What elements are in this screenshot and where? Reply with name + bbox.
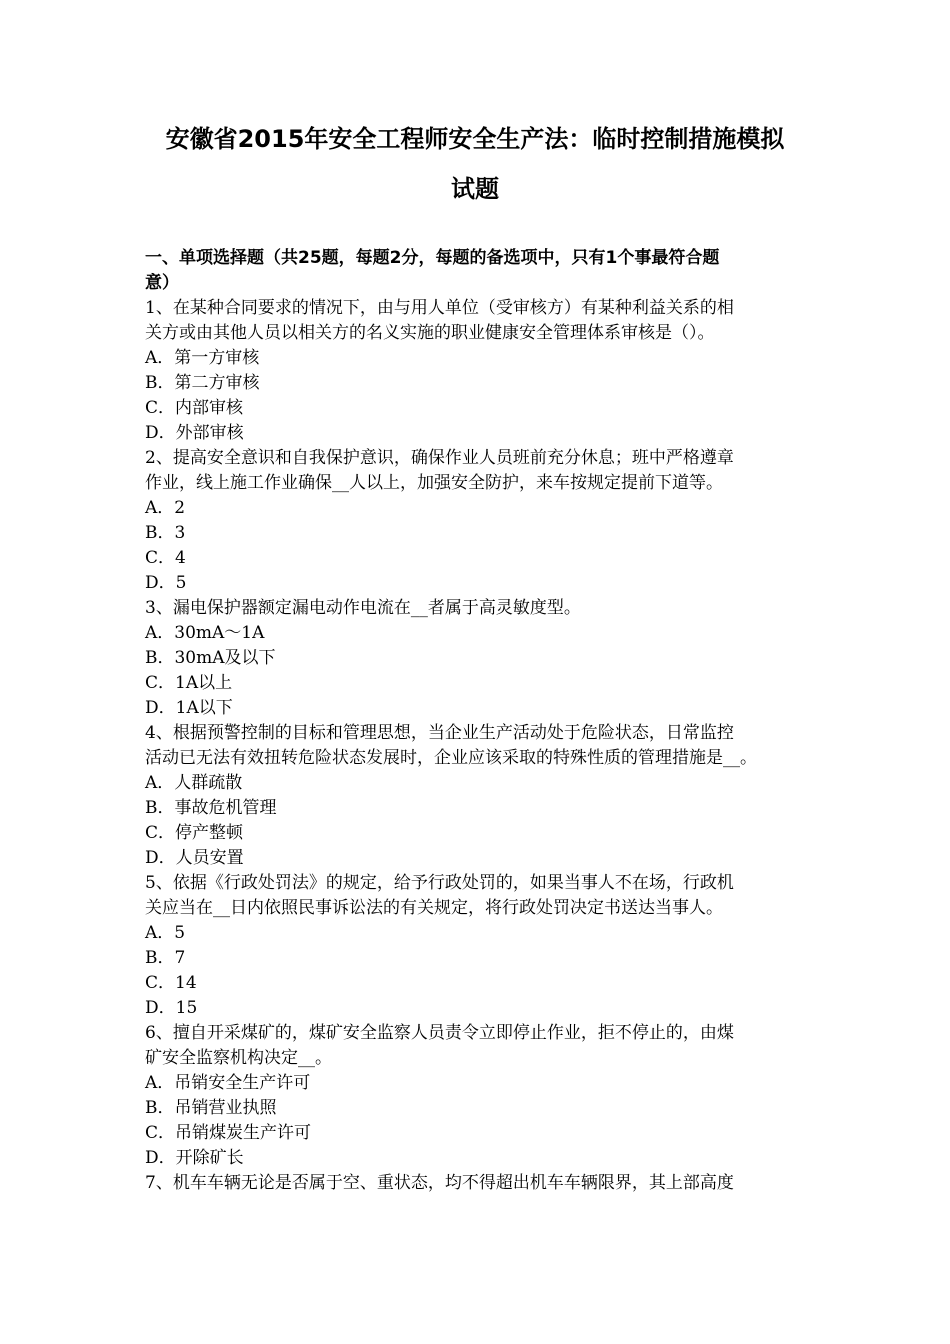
answer-options [145, 621, 813, 721]
answer-option: D．15 [145, 998, 198, 1018]
section-heading: 一、单项选择题（共25题，每题2分，每题的备选项中，只有1个事最符合题 意） [145, 248, 720, 293]
title-line-1: 安徽省2015年安全工程师安全生产法：临时控制措施模拟 [165, 125, 785, 153]
question-item [145, 1021, 813, 1171]
answer-option: B．7 [145, 948, 186, 968]
answer-option: C．14 [145, 973, 197, 993]
answer-options [145, 1071, 813, 1171]
answer-option: B．3 [145, 523, 186, 543]
question-item [145, 1171, 813, 1196]
question-text: 6、擅自开采煤矿的，煤矿安全监察人员责令立即停止作业，拒不停止的，由煤 矿安全监察机构决定__。 [145, 1023, 734, 1068]
answer-options [145, 771, 813, 871]
answer-option: D．外部审核 [145, 423, 244, 443]
answer-options [145, 346, 813, 446]
answer-option: C．4 [145, 548, 186, 568]
document-title [100, 114, 850, 214]
question-text: 2、提高安全意识和自我保护意识，确保作业人员班前充分休息；班中严格遵章 作业，线上施工作业确保__人以上，加强安全防护，来车按规定提前下道等。 [145, 448, 734, 493]
answer-option: B．吊销营业执照 [145, 1098, 277, 1118]
question-text: 1、在某种合同要求的情况下，由与用人单位（受审核方）有某种利益关系的相 关方或由其他人员以相关方的名义实施的职业健康安全管理体系审核是（）。 [145, 298, 734, 343]
question-item [145, 296, 813, 446]
title-line-2: 试题 [451, 175, 499, 203]
question-item [145, 446, 813, 596]
answer-options [145, 496, 813, 596]
question-list [145, 296, 813, 1196]
answer-option: A．第一方审核 [145, 348, 260, 368]
answer-option: B．30mA及以下 [145, 648, 276, 668]
answer-option: A．5 [145, 923, 186, 943]
answer-option: B．第二方审核 [145, 373, 260, 393]
answer-option: D．人员安置 [145, 848, 244, 868]
question-item [145, 721, 813, 871]
answer-option: D．5 [145, 573, 187, 593]
answer-options [145, 921, 813, 1021]
answer-option: A．2 [145, 498, 186, 518]
answer-option: A．吊销安全生产许可 [145, 1073, 311, 1093]
answer-option: A．30mA～1A [145, 623, 265, 643]
answer-option: C．吊销煤炭生产许可 [145, 1123, 312, 1143]
question-text: 5、依据《行政处罚法》的规定，给予行政处罚的，如果当事人不在场，行政机 关应当在__日内依照民事诉讼法的有关规定，将行政处罚决定书送达当事人。 [145, 873, 734, 918]
answer-option: C．1A以上 [145, 673, 233, 693]
document-body [145, 246, 813, 1196]
answer-option: D．1A以下 [145, 698, 233, 718]
question-item [145, 596, 813, 721]
answer-option: C．停产整顿 [145, 823, 244, 843]
answer-option: A．人群疏散 [145, 773, 243, 793]
question-item [145, 871, 813, 1021]
question-text: 7、机车车辆无论是否属于空、重状态，均不得超出机车车辆限界，其上部高度 [145, 1173, 734, 1193]
answer-option: B．事故危机管理 [145, 798, 277, 818]
answer-option: D．开除矿长 [145, 1148, 244, 1168]
answer-option: C．内部审核 [145, 398, 244, 418]
question-text: 4、根据预警控制的目标和管理思想，当企业生产活动处于危险状态，日常监控 活动已无法有效扭转危险状态发展时，企业应该采取的特殊性质的管理措施是__。 [145, 723, 757, 768]
question-text: 3、漏电保护器额定漏电动作电流在__者属于高灵敏度型。 [145, 598, 581, 618]
